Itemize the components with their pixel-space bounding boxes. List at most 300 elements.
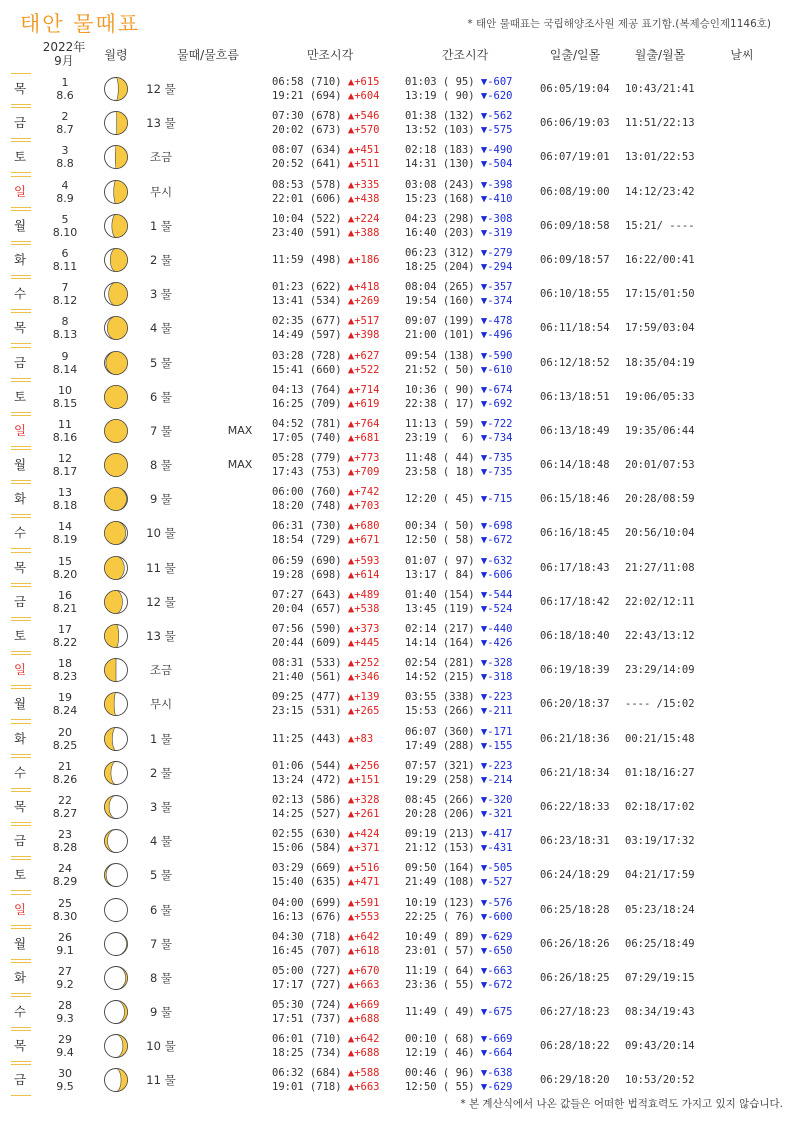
table-row bbox=[0, 619, 793, 653]
low-tide-cell-entry bbox=[405, 75, 535, 89]
high-tide-cell-entry bbox=[272, 1032, 402, 1046]
tide-delta: -632 bbox=[487, 554, 513, 567]
divider bbox=[11, 514, 31, 515]
tide-time-height: 09:54 (138) bbox=[405, 349, 481, 362]
lunar-date: 9.5 bbox=[56, 1080, 74, 1094]
low-tide-cell-entry bbox=[405, 465, 535, 479]
tide-delta: +671 bbox=[354, 534, 380, 547]
tide-delta: -629 bbox=[487, 930, 513, 943]
solar-day: 4 bbox=[61, 178, 69, 192]
sunrise-sunset: 06:15/18:46 bbox=[540, 493, 610, 506]
low-tide-cell bbox=[405, 619, 535, 653]
high-tide-cell bbox=[272, 619, 402, 653]
weekday bbox=[8, 961, 32, 995]
low-tide-cell bbox=[405, 585, 535, 619]
tide-delta: -504 bbox=[487, 158, 513, 171]
rise-arrow-icon: ▲ bbox=[347, 1067, 355, 1080]
solar-day: 9 bbox=[61, 349, 69, 363]
low-tide-cell bbox=[405, 961, 535, 995]
lunar-date: 8.9 bbox=[56, 191, 74, 205]
tide-delta: -692 bbox=[487, 397, 513, 410]
divider bbox=[11, 894, 31, 895]
lunar-date: 8.18 bbox=[52, 499, 78, 513]
low-tide-cell-entry bbox=[405, 759, 535, 773]
tide-delta: +522 bbox=[354, 363, 380, 376]
tide-time-height: 10:36 ( 90) bbox=[405, 383, 481, 396]
tide-time-height: 10:04 (522) bbox=[272, 212, 348, 225]
weekday bbox=[8, 927, 32, 961]
tide-time-height: 14:14 (164) bbox=[405, 637, 481, 649]
rise-arrow-icon: ▲ bbox=[347, 793, 355, 806]
sunrise-sunset: 06:12/18:52 bbox=[540, 356, 610, 369]
tide-time-height: 11:59 (498) bbox=[272, 253, 348, 266]
lunar-date: 8.23 bbox=[52, 670, 78, 684]
weekday-label: 금 bbox=[13, 833, 27, 849]
tide-delta: +398 bbox=[354, 329, 380, 342]
moonrise-moonset: ---- /15:02 bbox=[625, 698, 695, 711]
tide-time-height: 15:40 (635) bbox=[272, 876, 348, 889]
tide-time-height: 19:21 (694) bbox=[272, 90, 348, 102]
rise-arrow-icon: ▲ bbox=[347, 90, 355, 102]
divider bbox=[11, 962, 31, 963]
table-row bbox=[0, 551, 793, 585]
high-tide-cell-entry bbox=[272, 417, 402, 431]
weekday bbox=[8, 619, 32, 653]
high-tide-cell-entry bbox=[272, 759, 402, 773]
low-tide-cell-entry bbox=[405, 1005, 535, 1019]
low-tide-cell-entry bbox=[405, 807, 535, 821]
divider bbox=[11, 925, 31, 926]
moon-phase-icon bbox=[103, 1033, 129, 1059]
divider bbox=[11, 552, 31, 553]
high-tide-cell bbox=[272, 140, 402, 174]
fall-arrow-icon: ▼ bbox=[480, 226, 488, 239]
fall-arrow-icon: ▼ bbox=[480, 520, 488, 533]
low-tide-cell bbox=[405, 995, 535, 1029]
tide-time-height: 15:41 (660) bbox=[272, 363, 348, 376]
solar-day: 5 bbox=[61, 212, 69, 226]
tide-delta: -638 bbox=[487, 1067, 513, 1080]
divider bbox=[11, 822, 31, 823]
tide-delta: +642 bbox=[354, 1033, 380, 1046]
high-tide-cell bbox=[272, 414, 402, 448]
low-tide-cell bbox=[405, 277, 535, 311]
table-row bbox=[0, 790, 793, 824]
rise-arrow-icon: ▲ bbox=[347, 144, 355, 157]
high-tide-cell-entry bbox=[272, 89, 402, 103]
sunrise-sunset: 06:26/18:26 bbox=[540, 937, 610, 950]
high-tide-cell-entry bbox=[272, 363, 402, 377]
weekday-label: 목 bbox=[13, 320, 27, 336]
rise-arrow-icon: ▲ bbox=[347, 520, 355, 533]
tide-time-height: 00:46 ( 96) bbox=[405, 1067, 481, 1080]
low-tide-cell bbox=[405, 482, 535, 516]
low-tide-header: 간조시각 bbox=[441, 48, 489, 62]
tide-time-height: 19:28 (698) bbox=[272, 568, 348, 581]
tide-time-height: 04:00 (699) bbox=[272, 896, 348, 909]
table-row bbox=[0, 209, 793, 243]
weekday-label: 금 bbox=[13, 354, 27, 370]
moonrise-moonset: 19:06/05:33 bbox=[625, 390, 695, 403]
tide-delta: -544 bbox=[487, 588, 513, 601]
tide-time-height: 06:23 (312) bbox=[405, 246, 481, 259]
max-flag: MAX bbox=[227, 458, 253, 472]
weekday-label: 수 bbox=[13, 286, 27, 302]
solar-day: 10 bbox=[58, 383, 72, 397]
fall-arrow-icon: ▼ bbox=[480, 178, 488, 191]
sunrise-sunset: 06:07/19:01 bbox=[540, 151, 610, 164]
weekday bbox=[8, 687, 32, 721]
tide-time-height: 13:17 ( 84) bbox=[405, 568, 481, 581]
low-tide-cell-entry bbox=[405, 431, 535, 445]
tide-time-height: 12:19 ( 46) bbox=[405, 1047, 481, 1060]
tide-time-height: 05:30 (724) bbox=[272, 999, 348, 1012]
weekday bbox=[8, 516, 32, 550]
fall-arrow-icon: ▼ bbox=[480, 260, 488, 273]
weekday bbox=[8, 585, 32, 619]
sunrise-sunset: 06:17/18:42 bbox=[540, 595, 610, 608]
tide-time-height: 13:24 (472) bbox=[272, 773, 348, 786]
tide-time-height: 21:12 (153) bbox=[405, 842, 481, 855]
low-tide-cell-entry bbox=[405, 246, 535, 260]
solar-day: 21 bbox=[58, 759, 72, 773]
tide-time-height: 10:19 (123) bbox=[405, 896, 481, 909]
fall-arrow-icon: ▼ bbox=[480, 637, 488, 649]
moon-phase-icon bbox=[103, 726, 129, 752]
high-tide-cell bbox=[272, 106, 402, 140]
date-cell bbox=[40, 965, 90, 991]
weekday-label: 월 bbox=[13, 217, 27, 233]
weekday bbox=[8, 1029, 32, 1063]
table-row bbox=[0, 106, 793, 140]
weekday bbox=[8, 277, 32, 311]
rise-arrow-icon: ▲ bbox=[347, 500, 355, 513]
date-cell bbox=[40, 1067, 90, 1093]
tide-delta: +371 bbox=[354, 842, 380, 855]
tide-time-height: 07:27 (643) bbox=[272, 588, 348, 601]
moon-phase-icon bbox=[103, 657, 129, 683]
low-tide-cell-entry bbox=[405, 280, 535, 294]
weekday bbox=[8, 414, 32, 448]
low-tide-cell-entry bbox=[405, 383, 535, 397]
date-cell bbox=[40, 760, 90, 786]
table-row bbox=[0, 482, 793, 516]
tide-time-height: 19:29 (258) bbox=[405, 773, 481, 786]
tide-delta: +688 bbox=[354, 1013, 380, 1026]
weekday bbox=[8, 995, 32, 1029]
divider bbox=[11, 480, 31, 481]
weekday bbox=[8, 722, 32, 756]
solar-day: 23 bbox=[58, 828, 72, 842]
divider bbox=[11, 517, 31, 518]
tide-delta: +224 bbox=[354, 212, 380, 225]
moonrise-moonset: 04:21/17:59 bbox=[625, 869, 695, 882]
tide-name: 3 물 bbox=[149, 799, 173, 814]
high-tide-cell bbox=[272, 551, 402, 585]
divider bbox=[11, 449, 31, 450]
high-tide-cell bbox=[272, 1029, 402, 1063]
tide-time-height: 16:25 (709) bbox=[272, 397, 348, 410]
divider bbox=[11, 1027, 31, 1028]
high-tide-cell-entry bbox=[272, 944, 402, 958]
tide-delta: +538 bbox=[354, 602, 380, 615]
high-tide-cell-entry bbox=[272, 294, 402, 308]
moonrise-moonset: 16:22/00:41 bbox=[625, 253, 695, 266]
sunrise-sunset: 06:22/18:33 bbox=[540, 800, 610, 813]
divider bbox=[11, 138, 31, 139]
lunar-date: 8.24 bbox=[52, 704, 78, 718]
tide-time-height: 13:52 (103) bbox=[405, 124, 481, 137]
table-row bbox=[0, 893, 793, 927]
tide-time-height: 17:05 (740) bbox=[272, 431, 348, 444]
page-title: 태안 물때표 bbox=[20, 12, 141, 36]
rise-arrow-icon: ▲ bbox=[347, 773, 355, 786]
low-tide-cell-entry bbox=[405, 793, 535, 807]
moon-phase-icon bbox=[103, 623, 129, 649]
divider bbox=[11, 791, 31, 792]
high-tide-cell-entry bbox=[272, 793, 402, 807]
table-row bbox=[0, 175, 793, 209]
moon-lit-portion bbox=[105, 419, 128, 442]
moon-phase-icon bbox=[103, 589, 129, 615]
moon-phase-icon bbox=[103, 110, 129, 136]
divider bbox=[11, 309, 31, 310]
low-tide-cell-entry bbox=[405, 773, 535, 787]
tide-delta: -600 bbox=[487, 910, 513, 923]
moonrise-moonset: 03:19/17:32 bbox=[625, 835, 695, 848]
date-cell bbox=[40, 247, 90, 273]
moon-phase-icon bbox=[103, 965, 129, 991]
moon-phase-icon bbox=[103, 828, 129, 854]
tide-name: 1 물 bbox=[149, 218, 173, 233]
high-tide-cell-entry bbox=[272, 690, 402, 704]
rise-arrow-icon: ▲ bbox=[347, 281, 355, 294]
date-cell bbox=[40, 691, 90, 717]
rise-arrow-icon: ▲ bbox=[347, 124, 355, 137]
tide-delta: -410 bbox=[487, 192, 513, 205]
rise-arrow-icon: ▲ bbox=[347, 349, 355, 362]
fall-arrow-icon: ▼ bbox=[480, 862, 488, 875]
fall-arrow-icon: ▼ bbox=[480, 1047, 488, 1060]
lunar-date: 9.3 bbox=[56, 1012, 74, 1026]
fall-arrow-icon: ▼ bbox=[480, 1006, 488, 1019]
low-tide-cell-entry bbox=[405, 314, 535, 328]
weekday-label: 목 bbox=[13, 559, 27, 575]
tide-delta: -620 bbox=[487, 90, 513, 102]
table-row bbox=[0, 1063, 793, 1097]
sunrise-sunset: 06:17/18:43 bbox=[540, 561, 610, 574]
moon-lit-portion bbox=[107, 317, 127, 340]
tide-time-height: 02:54 (281) bbox=[405, 657, 481, 670]
sunrise-sunset: 06:13/18:49 bbox=[540, 424, 610, 437]
sunrise-sunset: 06:08/19:00 bbox=[540, 185, 610, 198]
lunar-date: 8.28 bbox=[52, 841, 78, 855]
tide-name: 무시 bbox=[149, 697, 173, 712]
rise-arrow-icon: ▲ bbox=[347, 842, 355, 855]
weekday-label: 화 bbox=[13, 730, 27, 746]
weekday bbox=[8, 106, 32, 140]
table-row bbox=[0, 1029, 793, 1063]
tide-name: 7 물 bbox=[149, 423, 173, 438]
low-tide-cell-entry bbox=[405, 704, 535, 718]
table-row bbox=[0, 346, 793, 380]
high-tide-cell bbox=[272, 722, 402, 756]
table-row bbox=[0, 243, 793, 277]
low-tide-cell bbox=[405, 893, 535, 927]
divider bbox=[11, 1064, 31, 1065]
high-tide-cell bbox=[272, 927, 402, 961]
lunar-date: 8.26 bbox=[52, 772, 78, 786]
tide-delta: +553 bbox=[354, 910, 380, 923]
lunar-date: 8.10 bbox=[52, 225, 78, 239]
tide-time-height: 23:58 ( 18) bbox=[405, 466, 481, 479]
solar-day: 22 bbox=[58, 793, 72, 807]
tide-delta: +445 bbox=[354, 637, 380, 649]
tide-time-height: 21:00 (101) bbox=[405, 329, 481, 342]
high-tide-cell-entry bbox=[272, 519, 402, 533]
tide-delta: +186 bbox=[354, 253, 380, 266]
high-tide-cell-entry bbox=[272, 978, 402, 992]
tide-delta: -576 bbox=[487, 896, 513, 909]
weekday-label: 금 bbox=[13, 593, 27, 609]
high-tide-cell bbox=[272, 311, 402, 345]
tide-delta: +663 bbox=[354, 978, 380, 991]
table-row bbox=[0, 687, 793, 721]
low-tide-cell-entry bbox=[405, 397, 535, 411]
solar-day: 1 bbox=[61, 76, 69, 89]
high-tide-cell-entry bbox=[272, 704, 402, 718]
divider bbox=[11, 210, 31, 211]
weekday bbox=[8, 756, 32, 790]
low-tide-cell bbox=[405, 824, 535, 858]
divider bbox=[11, 959, 31, 960]
tide-time-height: 17:43 (753) bbox=[272, 466, 348, 479]
tide-time-height: 18:54 (729) bbox=[272, 534, 348, 547]
low-tide-cell bbox=[405, 380, 535, 414]
tide-delta: +618 bbox=[354, 944, 380, 957]
tide-delta: +591 bbox=[354, 896, 380, 909]
fall-arrow-icon: ▼ bbox=[480, 910, 488, 923]
tide-time-height: 17:17 (727) bbox=[272, 978, 348, 991]
tide-delta: -431 bbox=[487, 842, 513, 855]
lunar-date: 8.8 bbox=[56, 157, 74, 171]
fall-arrow-icon: ▼ bbox=[480, 144, 488, 157]
divider bbox=[11, 996, 31, 997]
tide-delta: -374 bbox=[487, 295, 513, 308]
weekday bbox=[8, 653, 32, 687]
lunar-date: 8.19 bbox=[52, 533, 78, 547]
lunar-date: 8.12 bbox=[52, 294, 78, 308]
tide-delta: +669 bbox=[354, 999, 380, 1012]
tide-time-height: 15:06 (584) bbox=[272, 842, 348, 855]
sunrise-sunset: 06:10/18:55 bbox=[540, 288, 610, 301]
divider bbox=[11, 757, 31, 758]
tide-time-height: 17:49 (288) bbox=[405, 739, 481, 752]
tide-time-height: 01:07 ( 97) bbox=[405, 554, 481, 567]
lunar-date: 9.4 bbox=[56, 1046, 74, 1060]
tide-time-height: 06:58 (710) bbox=[272, 76, 348, 88]
tide-delta: -735 bbox=[487, 452, 513, 465]
high-tide-cell-entry bbox=[272, 328, 402, 342]
tide-delta: -171 bbox=[487, 725, 513, 738]
moon-lit-portion bbox=[105, 625, 119, 648]
rise-arrow-icon: ▲ bbox=[347, 944, 355, 957]
high-tide-cell-entry bbox=[272, 841, 402, 855]
tide-name: 10 물 bbox=[146, 526, 176, 541]
tide-delta: -496 bbox=[487, 329, 513, 342]
table-row bbox=[0, 72, 793, 106]
fall-arrow-icon: ▼ bbox=[480, 773, 488, 786]
rise-arrow-icon: ▲ bbox=[347, 732, 355, 745]
tide-time-height: 09:50 (164) bbox=[405, 862, 481, 875]
tide-delta: +764 bbox=[354, 417, 380, 430]
rise-arrow-icon: ▲ bbox=[347, 452, 355, 465]
tide-time-height: 00:10 ( 68) bbox=[405, 1033, 481, 1046]
divider bbox=[11, 446, 31, 447]
divider bbox=[11, 415, 31, 416]
weekday bbox=[8, 448, 32, 482]
table-row bbox=[0, 927, 793, 961]
high-tide-cell-entry bbox=[272, 807, 402, 821]
tide-time-height: 05:00 (727) bbox=[272, 964, 348, 977]
high-tide-cell bbox=[272, 209, 402, 243]
rise-arrow-icon: ▲ bbox=[347, 862, 355, 875]
tide-time-height: 23:01 ( 57) bbox=[405, 944, 481, 957]
rise-arrow-icon: ▲ bbox=[347, 691, 355, 704]
tide-delta: -734 bbox=[487, 431, 513, 444]
lunar-date: 8.21 bbox=[52, 601, 78, 615]
tide-time-height: 13:45 (119) bbox=[405, 602, 481, 615]
rise-arrow-icon: ▲ bbox=[347, 978, 355, 991]
fall-arrow-icon: ▼ bbox=[480, 452, 488, 465]
low-tide-cell-entry bbox=[405, 349, 535, 363]
low-tide-cell-entry bbox=[405, 725, 535, 739]
low-tide-cell-entry bbox=[405, 328, 535, 342]
tide-time-height: 16:40 (203) bbox=[405, 226, 481, 239]
divider bbox=[11, 617, 31, 618]
moon-lit-portion bbox=[116, 112, 128, 135]
tide-name: 6 물 bbox=[149, 389, 173, 404]
high-tide-cell-entry bbox=[272, 431, 402, 445]
table-row bbox=[0, 653, 793, 687]
low-tide-cell-entry bbox=[405, 656, 535, 670]
sunrise-sunset: 06:24/18:29 bbox=[540, 869, 610, 882]
tide-delta: +373 bbox=[354, 623, 380, 635]
weekday bbox=[8, 551, 32, 585]
tide-delta: -223 bbox=[487, 691, 513, 704]
low-tide-cell-entry bbox=[405, 602, 535, 616]
moon-phase-icon bbox=[103, 520, 129, 546]
lunar-date: 8.15 bbox=[52, 396, 78, 410]
low-tide-cell-entry bbox=[405, 944, 535, 958]
low-tide-cell-entry bbox=[405, 192, 535, 206]
solar-day: 15 bbox=[58, 554, 72, 568]
low-tide-cell-entry bbox=[405, 875, 535, 889]
tide-time-height: 11:48 ( 44) bbox=[405, 452, 481, 465]
fall-arrow-icon: ▼ bbox=[480, 212, 488, 225]
divider bbox=[11, 583, 31, 584]
fall-arrow-icon: ▼ bbox=[480, 417, 488, 430]
low-tide-cell bbox=[405, 140, 535, 174]
rise-arrow-icon: ▲ bbox=[347, 964, 355, 977]
tide-time-height: 04:23 (298) bbox=[405, 212, 481, 225]
tide-time-height: 03:08 (243) bbox=[405, 178, 481, 191]
table-row bbox=[0, 756, 793, 790]
tide-time-height: 04:52 (781) bbox=[272, 417, 348, 430]
high-tide-cell-entry bbox=[272, 226, 402, 240]
tide-time-height: 07:30 (678) bbox=[272, 110, 348, 123]
date-cell bbox=[40, 144, 90, 170]
